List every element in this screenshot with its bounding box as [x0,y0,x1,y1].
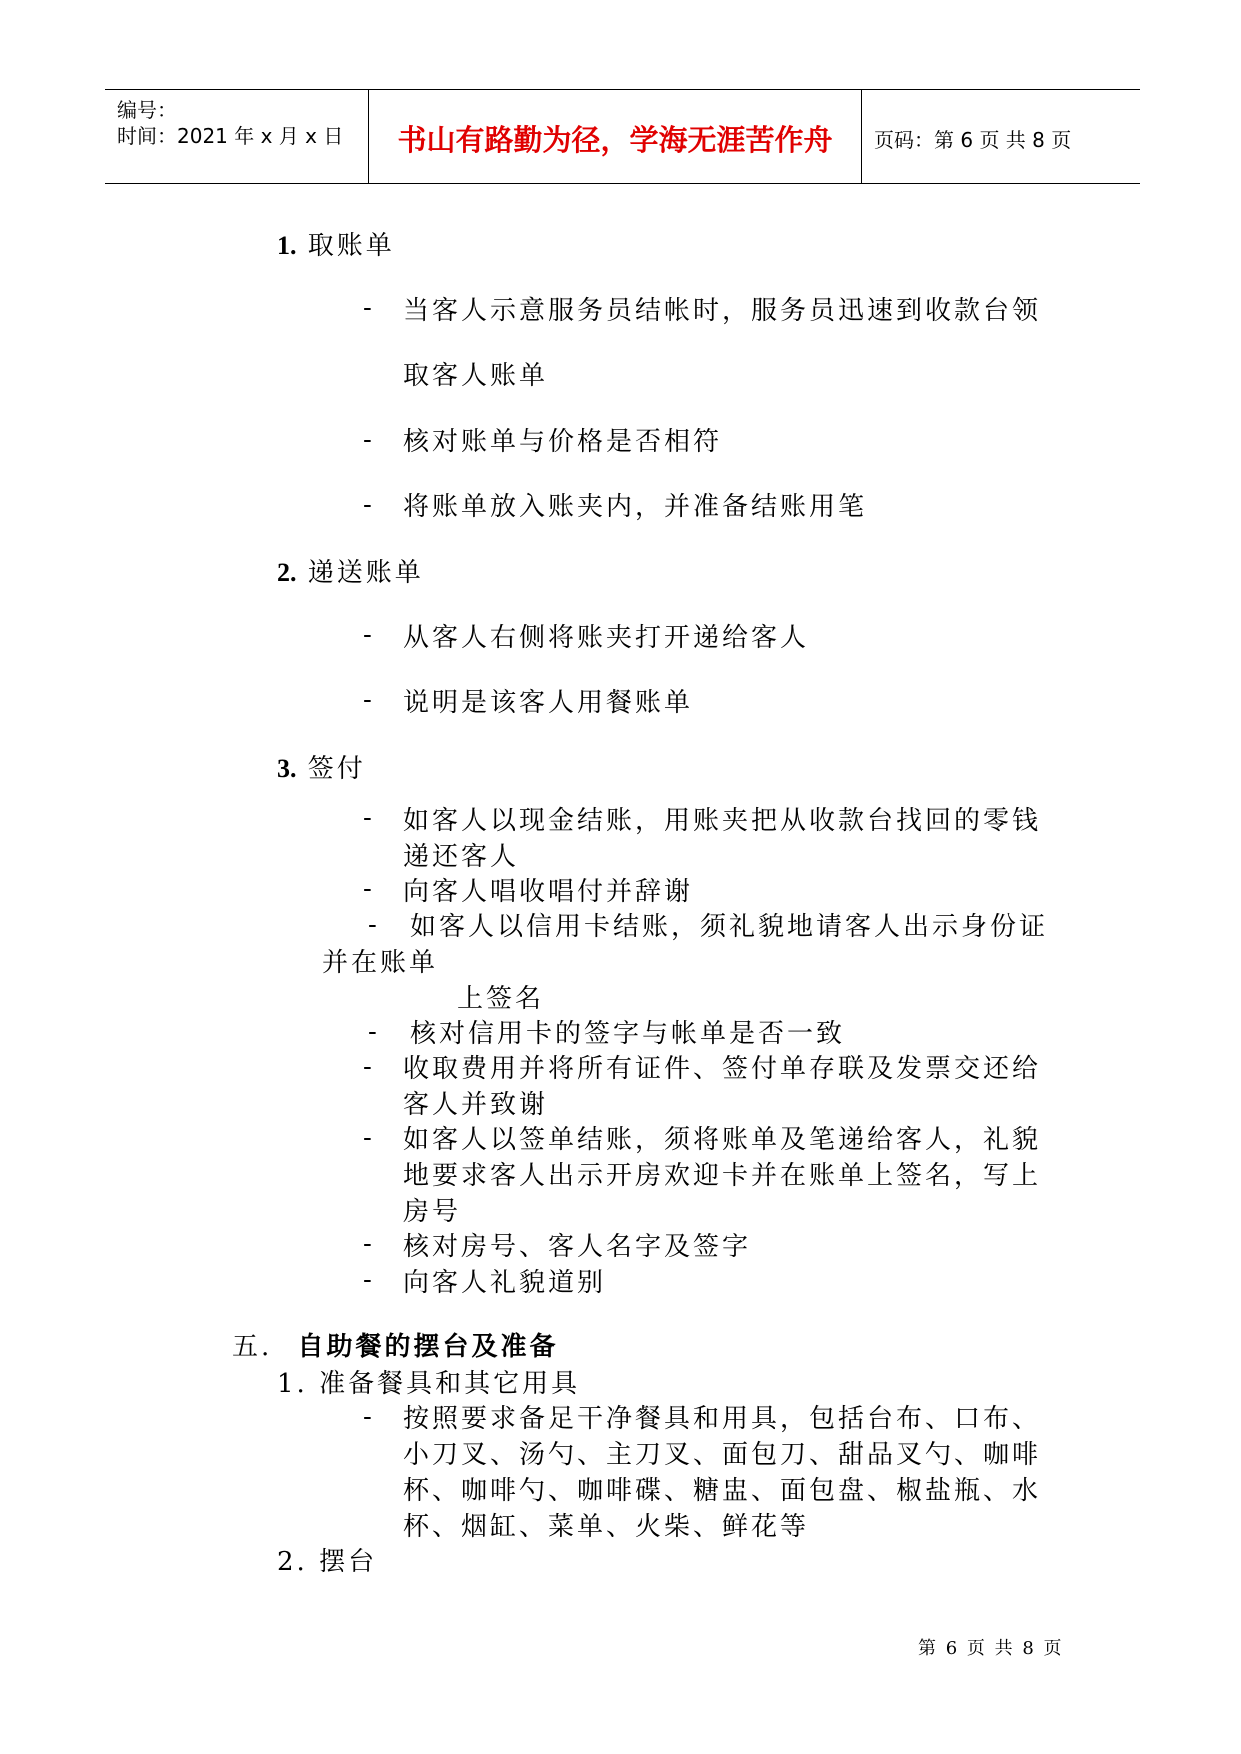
subsection-1-heading: 1. 准备餐具和其它用具 [277,1369,581,1399]
section-5-heading [232,1326,559,1363]
list-item: 向客人唱收唱付并辞谢 [403,877,694,907]
list-item-continuation: 地要求客人出示开房欢迎卡并在账单上签名，写上 [403,1161,1042,1191]
subsection-2-heading: 2. 摆台 [277,1547,378,1577]
section-2-title: 递送账单 [307,558,424,588]
bullet-dash: - [363,620,372,650]
list-item-continuation: 小刀叉、汤勺、主刀叉、面包刀、甜品叉勺、咖啡 [403,1440,1042,1470]
list-item: 核对信用卡的签字与帐单是否一致 [410,1019,846,1049]
bullet-dash: - [363,803,372,833]
section-2-number: 2. [277,558,297,587]
header-motto-cell [369,90,862,183]
bullet-dash: - [363,1402,372,1432]
bullet-dash: - [363,1123,372,1153]
header-page-label: 页码：第 6 页 共 8 页 [874,128,1072,152]
section-3-heading [277,748,366,785]
list-item: 说明是该客人用餐账单 [403,688,694,718]
list-item-continuation: 上签名 [457,984,545,1014]
bullet-dash: - [363,490,372,520]
list-item: 将账单放入账夹内，并准备结账用笔 [403,492,868,522]
bullet-dash: - [363,685,372,715]
list-item: 核对房号、客人名字及签字 [403,1232,752,1262]
list-item-continuation: 杯、烟缸、菜单、火柴、鲜花等 [403,1512,810,1542]
page-header [105,89,1140,184]
section-3-number: 3. [277,754,297,783]
list-item: 收取费用并将所有证件、签付单存联及发票交还给 [403,1054,1042,1084]
section-5-title: 自助餐的摆台及准备 [297,1332,559,1362]
section-3-title: 签付 [307,754,366,784]
section-1-heading [277,225,395,262]
bullet-dash: - [363,1265,372,1295]
section-5-number: 五. [232,1332,273,1362]
list-item: 如客人以信用卡结账，须礼貌地请客人出示身份证 [410,912,1049,942]
list-item-continuation: 房号 [403,1197,462,1227]
list-item-continuation: 并在账单 [322,948,439,978]
motto: 书山有路勤为径，学海无涯苦作舟 [397,123,833,157]
list-item: 如客人以现金结账，用账夹把从收款台找回的零钱 [403,806,1042,836]
bullet-dash: - [363,425,372,455]
header-info-cell [105,90,369,183]
section-2-heading [277,552,424,589]
list-item: 取客人账单 [403,361,549,391]
list-item: 当客人示意服务员结帐时，服务员迅速到收款台领 [403,296,1042,326]
list-item: 按照要求备足干净餐具和用具，包括台布、口布、 [403,1404,1042,1434]
bullet-dash: - [363,1052,372,1082]
time-label: 时间：2021 年 x 月 x 日 [117,124,344,148]
header-page-cell [862,90,1140,183]
section-1-title: 取账单 [307,231,395,261]
list-item: 从客人右侧将账夹打开递给客人 [403,623,810,653]
list-item: 向客人礼貌道别 [403,1268,607,1298]
section-1-number: 1. [277,231,297,260]
list-item-continuation: 客人并致谢 [403,1090,549,1120]
page-footer: 第 6 页 共 8 页 [918,1638,1064,1659]
bullet-dash: - [363,874,372,904]
list-item: 核对账单与价格是否相符 [403,427,723,457]
bullet-dash: - [368,910,377,940]
bullet-dash: - [363,1229,372,1259]
bullet-dash: - [363,293,372,323]
list-item-continuation: 杯、咖啡勺、咖啡碟、糖盅、面包盘、椒盐瓶、水 [403,1476,1042,1506]
serial-label: 编号： [117,98,177,122]
list-item-continuation: 递还客人 [403,842,520,872]
bullet-dash: - [368,1017,377,1047]
list-item: 如客人以签单结账，须将账单及笔递给客人，礼貌 [403,1125,1042,1155]
